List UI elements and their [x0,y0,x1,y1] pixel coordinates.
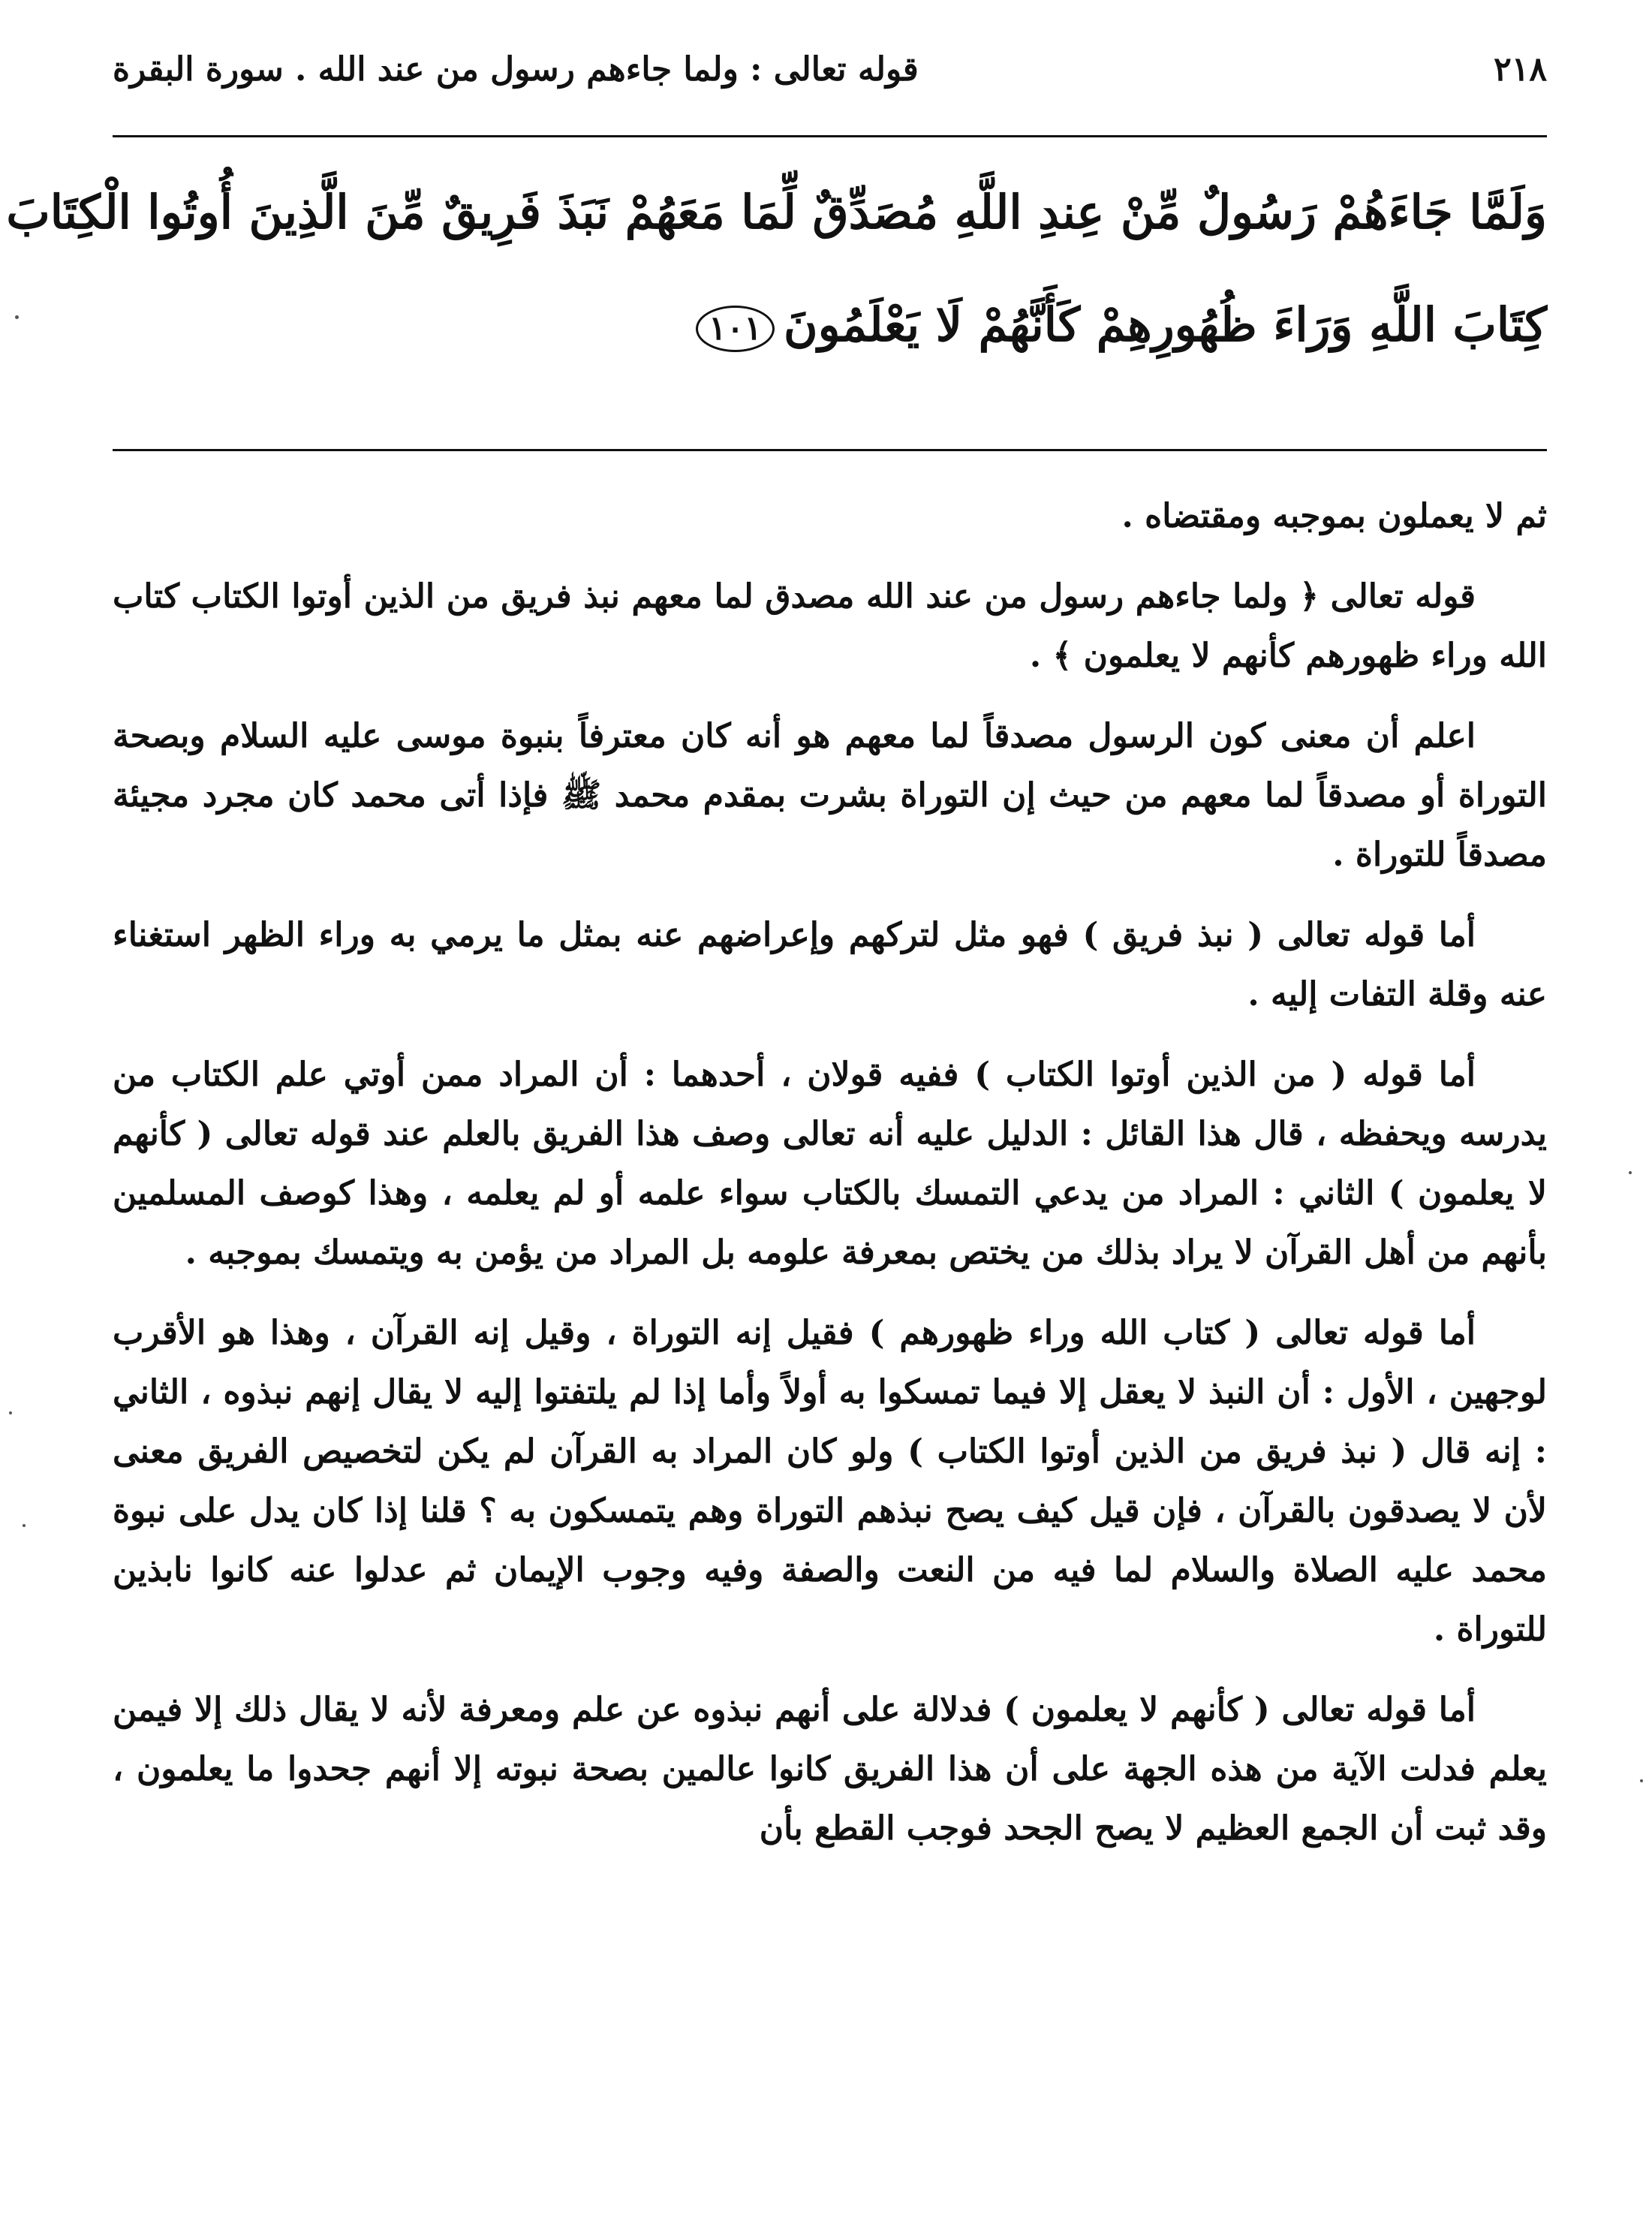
paragraph: ثم لا يعملون بموجبه ومقتضاه . [1121,497,1547,535]
verse-number-marker: ١٠١ [696,306,775,352]
bottom-divider [113,449,1547,451]
paragraph: أما قوله تعالى ( نبذ فريق ) فهو مثل لتركهم وإعراضهم عنه بمثل ما يرمي به وراء الظهر استغناء عنه وقلة التفات إليه . [113,916,1547,1014]
quran-verse [6,156,1547,441]
verse-line-2-text: كِتَابَ اللَّهِ وَرَاءَ ظُهُورِهِمْ كَأَنَّهُمْ لَا يَعْلَمُونَ [784,297,1547,352]
running-title: قوله تعالى : ولما جاءهم رسول من عند الله . سورة البقرة [113,50,919,89]
scan-speck [1629,1171,1632,1174]
top-divider [113,135,1547,137]
scan-speck [1640,1779,1643,1782]
paragraph: قوله تعالى ﴿ ولما جاءهم رسول من عند الله مصدق لما معهم نبذ فريق من الذين أوتوا الكتاب كتاب الله وراء ظهورهم كأنهم لا يعلمون ﴾ . [113,577,1547,675]
page-header [113,39,1547,99]
scan-speck [15,315,19,319]
scan-speck [23,1524,26,1527]
paragraph: أما قوله تعالى ( كتاب الله وراء ظهورهم ) فقيل إنه التوراة ، وقيل إنه القرآن ، وهذا هو الأقرب لوجهين ، الأول : أن النبذ لا يعقل إلا فيما تمسكوا به أولاً وأما إذا لم يلتفتوا إليه لا يقال إنهم نبذوه ، الثاني : إنه قال ( نبذ فريق من الذين أوتوا الكتاب ) ولو كان المراد به القرآن لم يكن لتخصيص الفريق معنى لأن لا يصدقون بالقرآن ، فإن قيل كيف يصح نبذهم التوراة وهم يتمسكون به ؟ قلنا إذا كان يدل على نبوة محمد عليه الصلاة والسلام لما فيه من النعت والصفة وفيه وجوب الإيمان ثم عدلوا عنه كانوا نابذين للتوراة . [113,1314,1547,1649]
paragraph: أما قوله ( من الذين أوتوا الكتاب ) ففيه قولان ، أحدهما : أن المراد ممن أوتي علم الكتاب من يدرسه ويحفظه ، قال هذا القائل : الدليل عليه أنه تعالى وصف هذا الفريق بالعلم عند قوله تعالى ( كأنهم لا يعلمون ) الثاني : المراد من يدعي التمسك بالكتاب سواء علمه أو لم يعلمه ، وهذا كوصف المسلمين بأنهم من أهل القرآن لا يراد بذلك من يختص بمعرفة علومه بل المراد من يؤمن به ويتمسك بموجبه . [113,1056,1547,1272]
commentary-text [113,486,1547,1879]
scan-speck [9,1411,12,1414]
page-number: ٢١٨ [1494,50,1547,89]
paragraph: أما قوله تعالى ( كأنهم لا يعلمون ) فدلالة على أنهم نبذوه عن علم ومعرفة لأنه لا يقال ذلك إلا فيمن يعلم فدلت الآية من هذه الجهة على أن هذا الفريق كانوا عالمين بصحة نبوته إلا أنهم جحدوا ما يعلمون ، وقد ثبت أن الجمع العظيم لا يصح الجحد فوجب القطع بأن [113,1691,1547,1848]
verse-line-1: وَلَمَّا جَاءَهُمْ رَسُولٌ مِّنْ عِندِ اللَّهِ مُصَدِّقٌ لِّمَا مَعَهُمْ نَبَذَ فَرِيقٌ مِّنَ الَّذِينَ أُوتُوا الْكِتَابَ [6,185,1547,239]
paragraph: اعلم أن معنى كون الرسول مصدقاً لما معهم هو أنه كان معترفاً بنبوة موسى عليه السلام وبصحة التوراة أو مصدقاً لما معهم من حيث إن التوراة بشرت بمقدم محمد ﷺ فإذا أتى محمد كان مجرد مجيئة مصدقاً للتوراة . [113,717,1547,874]
verse-line-2 [113,269,1547,381]
